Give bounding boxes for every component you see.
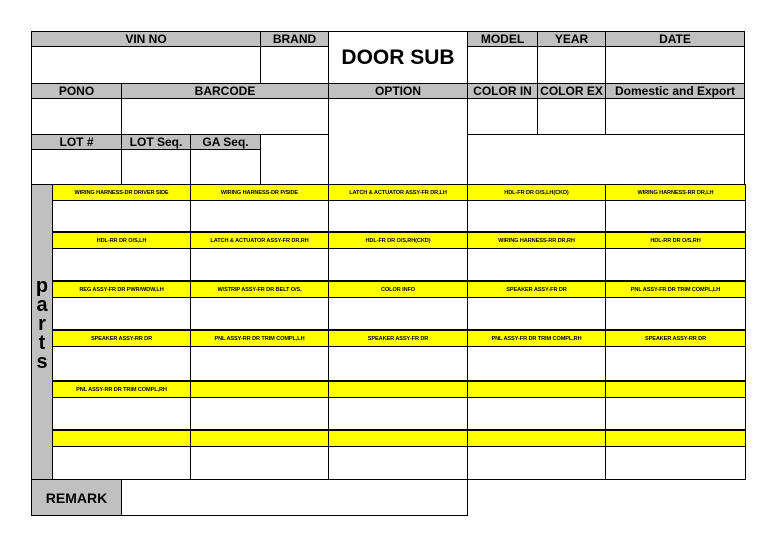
part-label: HDL-RR DR O/S,LH (52, 232, 191, 249)
part-label: PNL ASSY-FR DR TRIM COMPL,LH (605, 281, 746, 298)
part-label: SPEAKER ASSY-FR DR (328, 330, 468, 347)
part-label: PNL ASSY-RR DR TRIM COMPL,LH (190, 330, 329, 347)
pono-field[interactable] (31, 98, 122, 135)
year-header: YEAR (537, 31, 606, 47)
option-header: OPTION (328, 83, 468, 99)
part-value-field[interactable] (190, 200, 329, 232)
color-in-header: COLOR IN (467, 83, 538, 99)
form-title: DOOR SUB (328, 31, 468, 84)
parts-letter: p (35, 275, 49, 297)
part-label: PNL ASSY-FR DR TRIM COMPL,RH (467, 330, 606, 347)
part-value-field[interactable] (328, 397, 468, 430)
part-value-field[interactable] (328, 346, 468, 381)
part-label (190, 430, 329, 447)
year-field[interactable] (537, 46, 606, 84)
part-label: PNL ASSY-RR DR TRIM COMPL,RH (52, 381, 191, 398)
part-value-field[interactable] (52, 248, 191, 281)
part-value-field[interactable] (328, 200, 468, 232)
color-ex-header: COLOR EX (537, 83, 606, 99)
part-label: HDL-FR DR O/S,LH(CKD) (467, 184, 606, 201)
part-value-field[interactable] (467, 346, 606, 381)
part-label: REG ASSY-FR DR PWR/WDW,LH (52, 281, 191, 298)
part-value-field[interactable] (190, 397, 329, 430)
part-value-field[interactable] (328, 297, 468, 330)
lot-header: LOT # (31, 134, 122, 150)
brand-field[interactable] (260, 46, 329, 84)
part-value-field[interactable] (467, 297, 606, 330)
vin-no-header: VIN NO (31, 31, 261, 47)
remark-label: REMARK (31, 479, 122, 516)
remark-field[interactable] (121, 479, 468, 516)
part-value-field[interactable] (467, 446, 606, 480)
lot-seq-field[interactable] (121, 149, 191, 185)
color-in-field[interactable] (467, 98, 538, 135)
lot-field[interactable] (31, 149, 122, 185)
part-value-field[interactable] (605, 248, 746, 281)
part-label: WIRING HARNESS-DR P/SIDE (190, 184, 329, 201)
pono-header: PONO (31, 83, 122, 99)
part-label: W/STRIP ASSY-FR DR BELT O/S, (190, 281, 329, 298)
domestic-export-header: Domestic and Export (605, 83, 745, 99)
parts-letter: a (36, 294, 48, 316)
part-value-field[interactable] (467, 200, 606, 232)
part-value-field[interactable] (190, 297, 329, 330)
part-label: HDL-RR DR O/S,RH (605, 232, 746, 249)
part-label: COLOR INFO (328, 281, 468, 298)
part-value-field[interactable] (605, 200, 746, 232)
extra-field[interactable] (260, 134, 329, 185)
part-value-field[interactable] (605, 346, 746, 381)
date-field[interactable] (605, 46, 745, 84)
part-label: LATCH & ACTUATOR ASSY-FR DR,LH (328, 184, 468, 201)
part-label (467, 381, 606, 398)
model-header: MODEL (467, 31, 538, 47)
part-label (605, 430, 746, 447)
model-field[interactable] (467, 46, 538, 84)
ga-seq-header: GA Seq. (190, 134, 261, 150)
part-label: LATCH & ACTUATOR ASSY-FR DR,RH (190, 232, 329, 249)
part-value-field[interactable] (190, 346, 329, 381)
part-label: WIRING HARNESS-RR DR,RH (467, 232, 606, 249)
part-value-field[interactable] (52, 200, 191, 232)
part-value-field[interactable] (52, 297, 191, 330)
barcode-header: BARCODE (121, 83, 329, 99)
parts-letter: r (38, 313, 46, 335)
part-label: WIRING HARNESS-DR DRIVER SIDE (52, 184, 191, 201)
lot-seq-header: LOT Seq. (121, 134, 191, 150)
part-label: WIRING HARNESS-RR DR,LH (605, 184, 746, 201)
part-label: HDL-FR DR O/S,RH(CKD) (328, 232, 468, 249)
part-value-field[interactable] (52, 346, 191, 381)
date-header: DATE (605, 31, 745, 47)
part-label (328, 381, 468, 398)
part-value-field[interactable] (605, 446, 746, 480)
part-value-field[interactable] (190, 446, 329, 480)
part-value-field[interactable] (467, 248, 606, 281)
part-label (52, 430, 191, 447)
part-value-field[interactable] (467, 397, 606, 430)
part-value-field[interactable] (52, 397, 191, 430)
brand-header: BRAND (260, 31, 329, 47)
part-label (328, 430, 468, 447)
part-value-field[interactable] (190, 248, 329, 281)
part-value-field[interactable] (605, 297, 746, 330)
part-label: SPEAKER ASSY-FR DR (467, 281, 606, 298)
ga-seq-field[interactable] (190, 149, 261, 185)
option-field[interactable] (328, 98, 468, 185)
parts-letter: t (38, 332, 46, 354)
part-value-field[interactable] (328, 446, 468, 480)
part-value-field[interactable] (52, 446, 191, 480)
part-label (467, 430, 606, 447)
extra-wide-field[interactable] (467, 134, 745, 185)
domestic-export-field[interactable] (605, 98, 745, 135)
part-label: SPEAKER ASSY-RR DR (605, 330, 746, 347)
part-label: SPEAKER ASSY-RR DR (52, 330, 191, 347)
part-value-field[interactable] (605, 397, 746, 430)
vin-no-field[interactable] (31, 46, 261, 84)
parts-vertical-label (31, 184, 53, 480)
part-label (605, 381, 746, 398)
color-ex-field[interactable] (537, 98, 606, 135)
part-value-field[interactable] (328, 248, 468, 281)
part-label (190, 381, 329, 398)
parts-letter: s (36, 351, 48, 373)
barcode-field[interactable] (121, 98, 329, 135)
